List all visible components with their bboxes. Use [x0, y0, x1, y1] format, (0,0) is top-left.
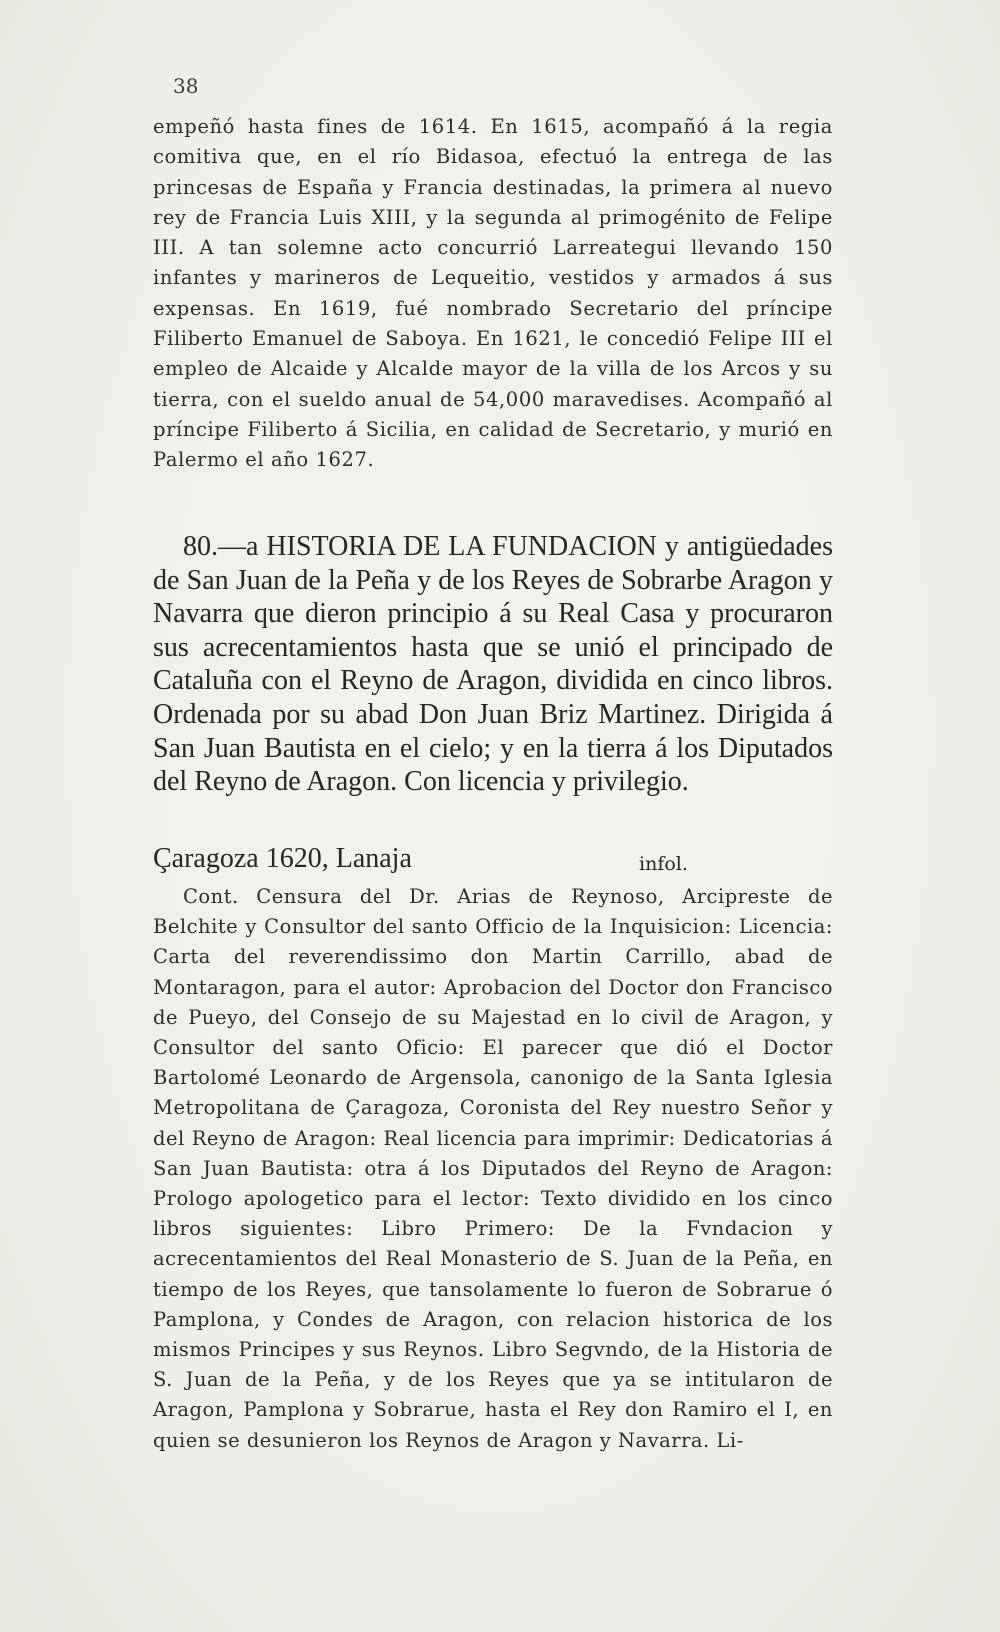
page-number: 38 [173, 74, 199, 98]
contents-note: Cont. Censura del Dr. Arias de Reynoso, Arcipreste de Belchite y Consultor del santo Officio de la Inquisicion: Licencia: Carta del reverendissimo don Martin Carrillo, abad de Montaragon, para el autor: Aprobacion del Doctor don Francisco de Pueyo, del Consejo de su Majestad en lo civil de Aragon, y Consultor del santo Oficio: El parecer que dió el Doctor Bartolomé Leonardo de Argensola, canonigo de la Santa Iglesia Metropolitana de Çaragoza, Coronista del Rey nuestro Señor y del Reyno de Aragon: Real licencia para imprimir: Dedicatorias á San Juan Bautista: otra á los Diputados del Reyno de Aragon: Prologo apologetico para el lector: Texto dividido en los cinco libros siguientes: Libro Primero: De la Fvndacion y acrecentamientos del Real Monasterio de S. Juan de la Peña, en tiempo de los Reyes, que tansolamente lo fueron de Sobrarue ó Pamplona, y Condes de Aragon, con relacion historica de los mismos Principes y sus Reynos. Libro Segvndo, de la Historia de S. Juan de la Peña, y de los Reyes que ya se intitularon de Aragon, Pamplona y Sobrarue, hasta el Rey don Ramiro el I, en quien se desunieron los Reynos de Aragon y Navarra. Li- [153, 885, 833, 1452]
entry-imprint-line [153, 842, 833, 875]
entry-number: 80. [183, 531, 218, 562]
entry-format: infol. [639, 853, 688, 875]
entry-imprint: Çaragoza 1620, Lanaja [153, 843, 412, 874]
entry-dash: —a [218, 531, 259, 562]
entry-title-block [153, 530, 833, 799]
entry-title: HISTORIA DE LA FUNDACION y antigüedades de San Juan de la Peña y de los Reyes de Sobrarbe Aragon y Navarra que dieron principio á su Real Casa y procuraron sus acrecentamientos hasta que se unió el principado de Cataluña con el Reyno de Aragon, dividida en cinco libros. Ordenada por su abad Don Juan Briz Martinez. Dirigida á San Juan Bautista en el cielo; y en la tierra á los Diputados del Reyno de Aragon. Con licencia y privilegio. [153, 531, 834, 798]
bibliographic-entry [153, 530, 833, 799]
continued-paragraph: empeñó hasta fines de 1614. En 1615, acompañó á la regia comitiva que, en el río Bidasoa, efectuó la entrega de las princesas de España y Francia destinadas, la primera al nuevo rey de Francia Luis XIII, y la segunda al primogénito de Felipe III. A tan solemne acto concurrió Larreategui llevando 150 infantes y marineros de Lequeitio, vestidos y armados á sus expensas. En 1619, fué nombrado Secretario del príncipe Filiberto Emanuel de Saboya. En 1621, le concedió Felipe III el empleo de Alcaide y Alcalde mayor de la villa de los Arcos y su tierra, con el sueldo anual de 54,000 maravedises. Acompañó al príncipe Filiberto á Sicilia, en calidad de Secretario, y murió en Palermo el año 1627. [153, 115, 833, 472]
